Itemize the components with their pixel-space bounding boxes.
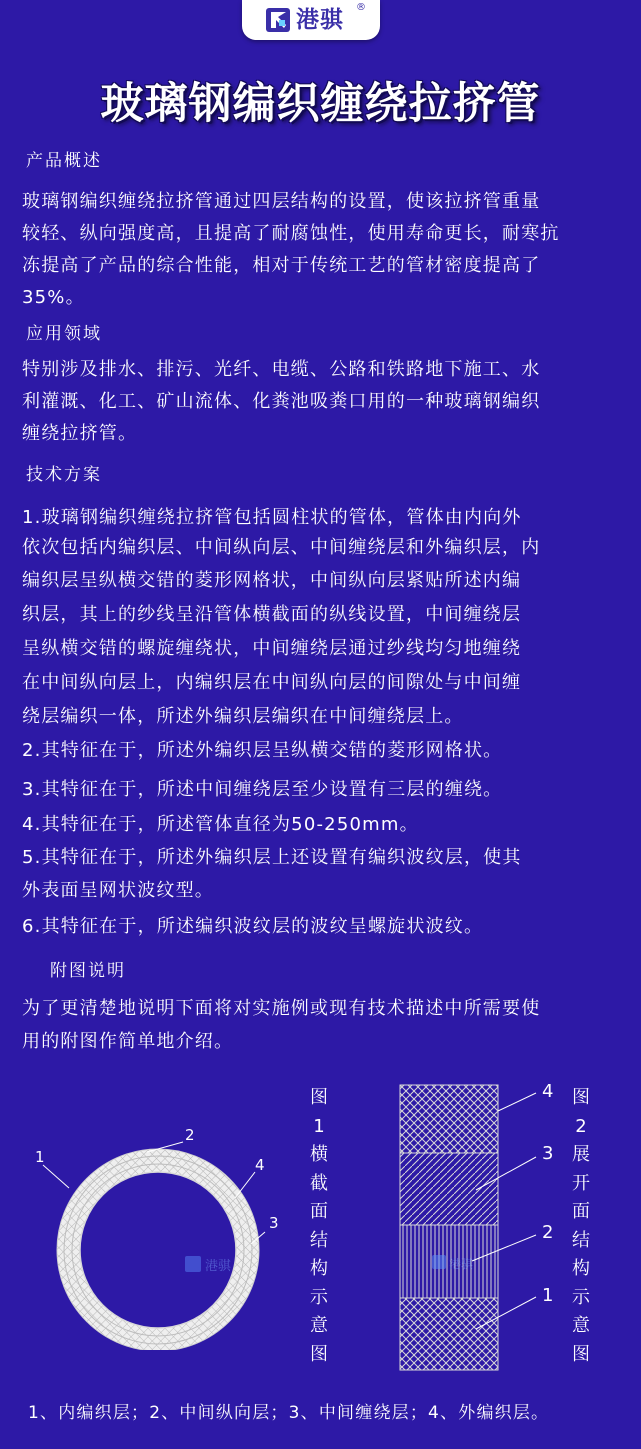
brand-name: 港骐 [296, 7, 344, 33]
technical-line: 1.玻璃钢编织缠绕拉挤管包括圆柱状的管体，管体由内向外 [22, 507, 522, 528]
caption-char: 结 [310, 1229, 328, 1251]
caption-char: 示 [572, 1286, 590, 1308]
caption-char: 结 [572, 1229, 590, 1251]
page-title: 玻璃钢编织缠绕拉挤管 [100, 79, 541, 129]
figure-legend: 1、内编织层；2、中间纵向层；3、中间缠绕层；4、外编织层。 [28, 1403, 550, 1423]
caption-char: 2 [575, 1115, 587, 1137]
overview-line: 35%。 [22, 287, 85, 308]
technical-line: 依次包括内编织层、中间纵向层、中间缠绕层和外编织层，内 [22, 537, 541, 558]
watermark [432, 1255, 473, 1271]
technical-line: 2.其特征在于，所述外编织层呈纵横交错的菱形网格状。 [22, 740, 503, 761]
figure-1-caption [307, 1084, 331, 1369]
application-line: 缠绕拉挤管。 [22, 423, 138, 444]
caption-char: 图 [310, 1343, 328, 1365]
caption-char: 图 [572, 1343, 590, 1365]
brand-logo-icon [264, 6, 292, 34]
application-heading: 应用领域 [26, 324, 102, 344]
figures-heading: 附图说明 [50, 961, 126, 981]
figure-2-caption [569, 1084, 593, 1369]
fig2-label: 1 [542, 1285, 554, 1306]
fig2-label: 4 [542, 1081, 554, 1102]
technical-heading: 技术方案 [26, 465, 102, 485]
caption-char: 构 [310, 1258, 328, 1279]
caption-char: 意 [310, 1315, 328, 1336]
caption-char: 示 [310, 1286, 328, 1308]
caption-char: 横 [310, 1144, 328, 1165]
caption-char: 截 [310, 1172, 328, 1194]
figures-intro [22, 992, 540, 1058]
registered-mark: ® [356, 2, 366, 13]
technical-line: 5.其特征在于，所述外编织层上还设置有编织波纹层，使其 [22, 847, 522, 868]
application-paragraph [22, 354, 540, 450]
caption-char: 展 [572, 1144, 590, 1165]
caption-char: 面 [572, 1201, 590, 1222]
caption-char: 1 [313, 1115, 325, 1137]
figure-1-cross-section [25, 1120, 280, 1350]
caption-char: 意 [572, 1315, 590, 1336]
watermark [185, 1256, 231, 1274]
fig1-label: 1 [35, 1148, 45, 1166]
technical-line: 4.其特征在于，所述管体直径为50-250mm。 [22, 814, 419, 835]
technical-line: 3.其特征在于，所述中间缠绕层至少设置有三层的缠绕。 [22, 779, 503, 800]
technical-line: 在中间纵向层上，内编织层在中间纵向层的间隙处与中间缠 [22, 672, 522, 693]
caption-char: 面 [310, 1201, 328, 1222]
figures-intro-line: 用的附图作简单地介绍。 [22, 1031, 234, 1052]
application-line: 特别涉及排水、排污、光纤、电缆、公路和铁路地下施工、水 [22, 359, 541, 380]
overview-line: 玻璃钢编织缠绕拉挤管通过四层结构的设置，使该拉挤管重量 [22, 191, 541, 212]
caption-char: 开 [572, 1172, 590, 1194]
application-line: 利灌溉、化工、矿山流体、化粪池吸粪口用的一种玻璃钢编织 [22, 391, 541, 412]
brand-logo [242, 0, 380, 40]
technical-line: 6.其特征在于，所述编织波纹层的波纹呈螺旋状波纹。 [22, 916, 484, 937]
fig1-label: 3 [269, 1214, 279, 1232]
fig1-label: 4 [255, 1156, 265, 1174]
watermark-text: 港骐 [449, 1257, 474, 1271]
fig1-label: 2 [185, 1126, 195, 1144]
caption-char: 图 [572, 1087, 590, 1108]
figure-2-unrolled-layers [398, 1075, 568, 1385]
overview-heading: 产品概述 [26, 151, 102, 171]
technical-line: 绕层编织一体，所述外编织层编织在中间缠绕层上。 [22, 706, 464, 727]
technical-line: 呈纵横交错的螺旋缠绕状，中间缠绕层通过纱线均匀地缠绕 [22, 638, 522, 659]
fig2-label: 3 [542, 1143, 554, 1164]
overview-line: 冻提高了产品的综合性能，相对于传统工艺的管材密度提高了 [22, 255, 541, 276]
overview-line: 较轻、纵向强度高，且提高了耐腐蚀性，使用寿命更长，耐寒抗 [22, 223, 560, 244]
technical-line: 织层，其上的纱线呈沿管体横截面的纵线设置，中间缠绕层 [22, 604, 522, 625]
caption-char: 图 [310, 1087, 328, 1108]
caption-char: 构 [572, 1258, 590, 1279]
fig2-label: 2 [542, 1222, 554, 1243]
watermark-text: 港骐 [205, 1259, 232, 1274]
technical-line: 外表面呈网状波纹型。 [22, 880, 214, 901]
overview-paragraph [22, 186, 560, 314]
technical-line: 编织层呈纵横交错的菱形网格状，中间纵向层紧贴所述内编 [22, 570, 522, 591]
figures-intro-line: 为了更清楚地说明下面将对实施例或现有技术描述中所需要使 [22, 998, 541, 1019]
